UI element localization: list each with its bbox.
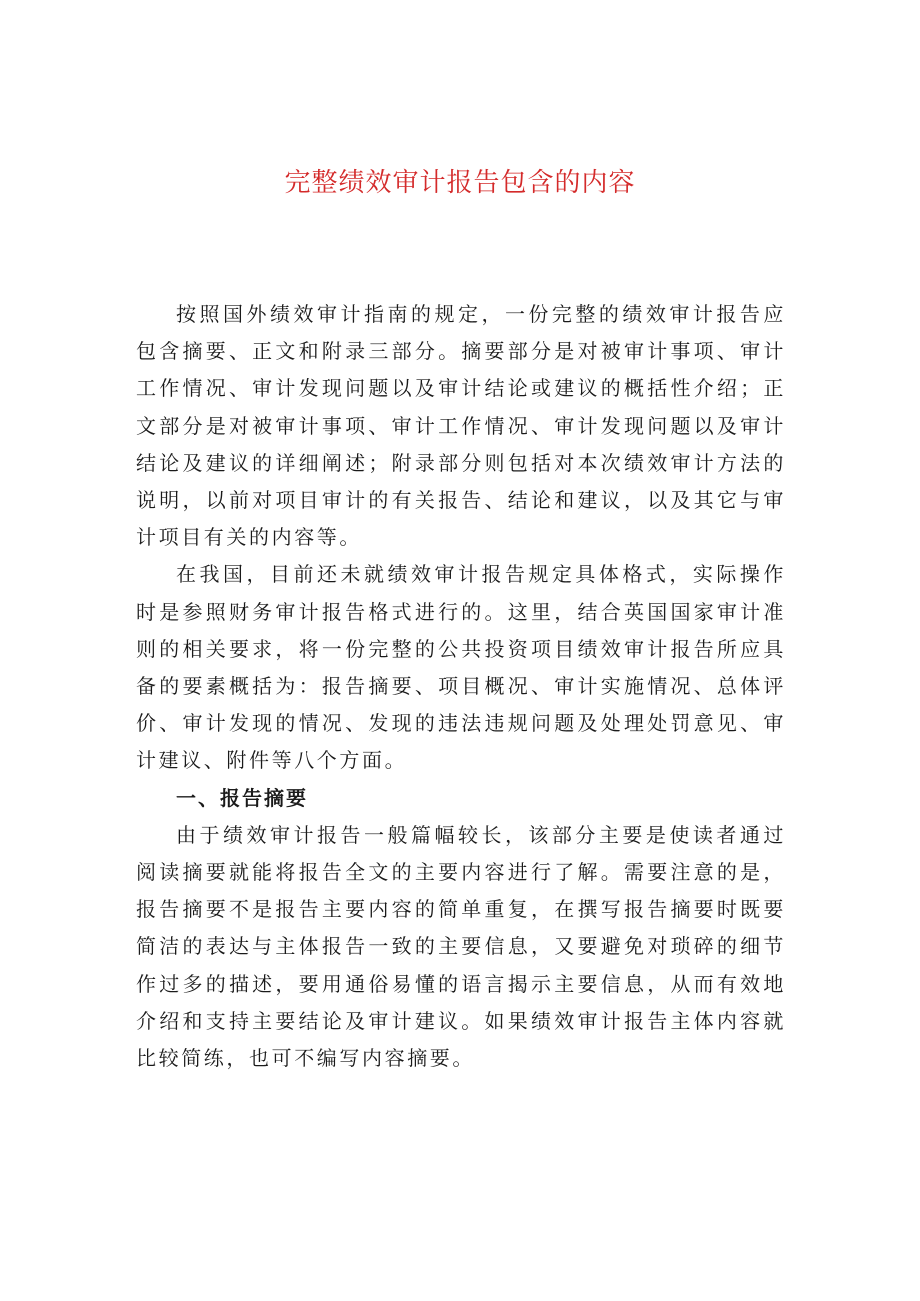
document-body <box>136 296 786 1077</box>
paragraph-format: 在我国，目前还未就绩效审计报告规定具体格式，实际操作时是参照财务审计报告格式进行的。这里，结合英国国家审计准则的相关要求，将一份完整的公共投资项目绩效审计报告所应具备的要素概括为：报告摘要、项目概况、审计实施情况、总体评价、审计发现的情况、发现的违法违规问题及处理处罚意见、审计建议、附件等八个方面。 <box>136 562 786 773</box>
paragraph-summary: 由于绩效审计报告一般篇幅较长，该部分主要是使读者通过阅读摘要就能将报告全文的主要内容进行了解。需要注意的是，报告摘要不是报告主要内容的简单重复，在撰写报告摘要时既要简洁的表达与主体报告一致的主要信息，又要避免对琐碎的细节作过多的描述，要用通俗易懂的语言揭示主要信息，从而有效地介绍和支持主要结论及审计建议。如果绩效审计报告主体内容就比较简练，也可不编写内容摘要。 <box>136 822 786 1071</box>
document-title: 完整绩效审计报告包含的内容 <box>284 168 636 198</box>
section-heading: 一、报告摘要 <box>176 785 308 810</box>
paragraph-intro: 按照国外绩效审计指南的规定，一份完整的绩效审计报告应包含摘要、正文和附录三部分。摘要部分是对被审计事项、审计工作情况、审计发现问题以及审计结论或建议的概括性介绍；正文部分是对被审计事项、审计工作情况、审计发现问题以及审计结论及建议的详细阐述；附录部分则包括对本次绩效审计方法的说明，以前对项目审计的有关报告、结论和建议，以及其它与审计项目有关的内容等。 <box>136 302 786 550</box>
